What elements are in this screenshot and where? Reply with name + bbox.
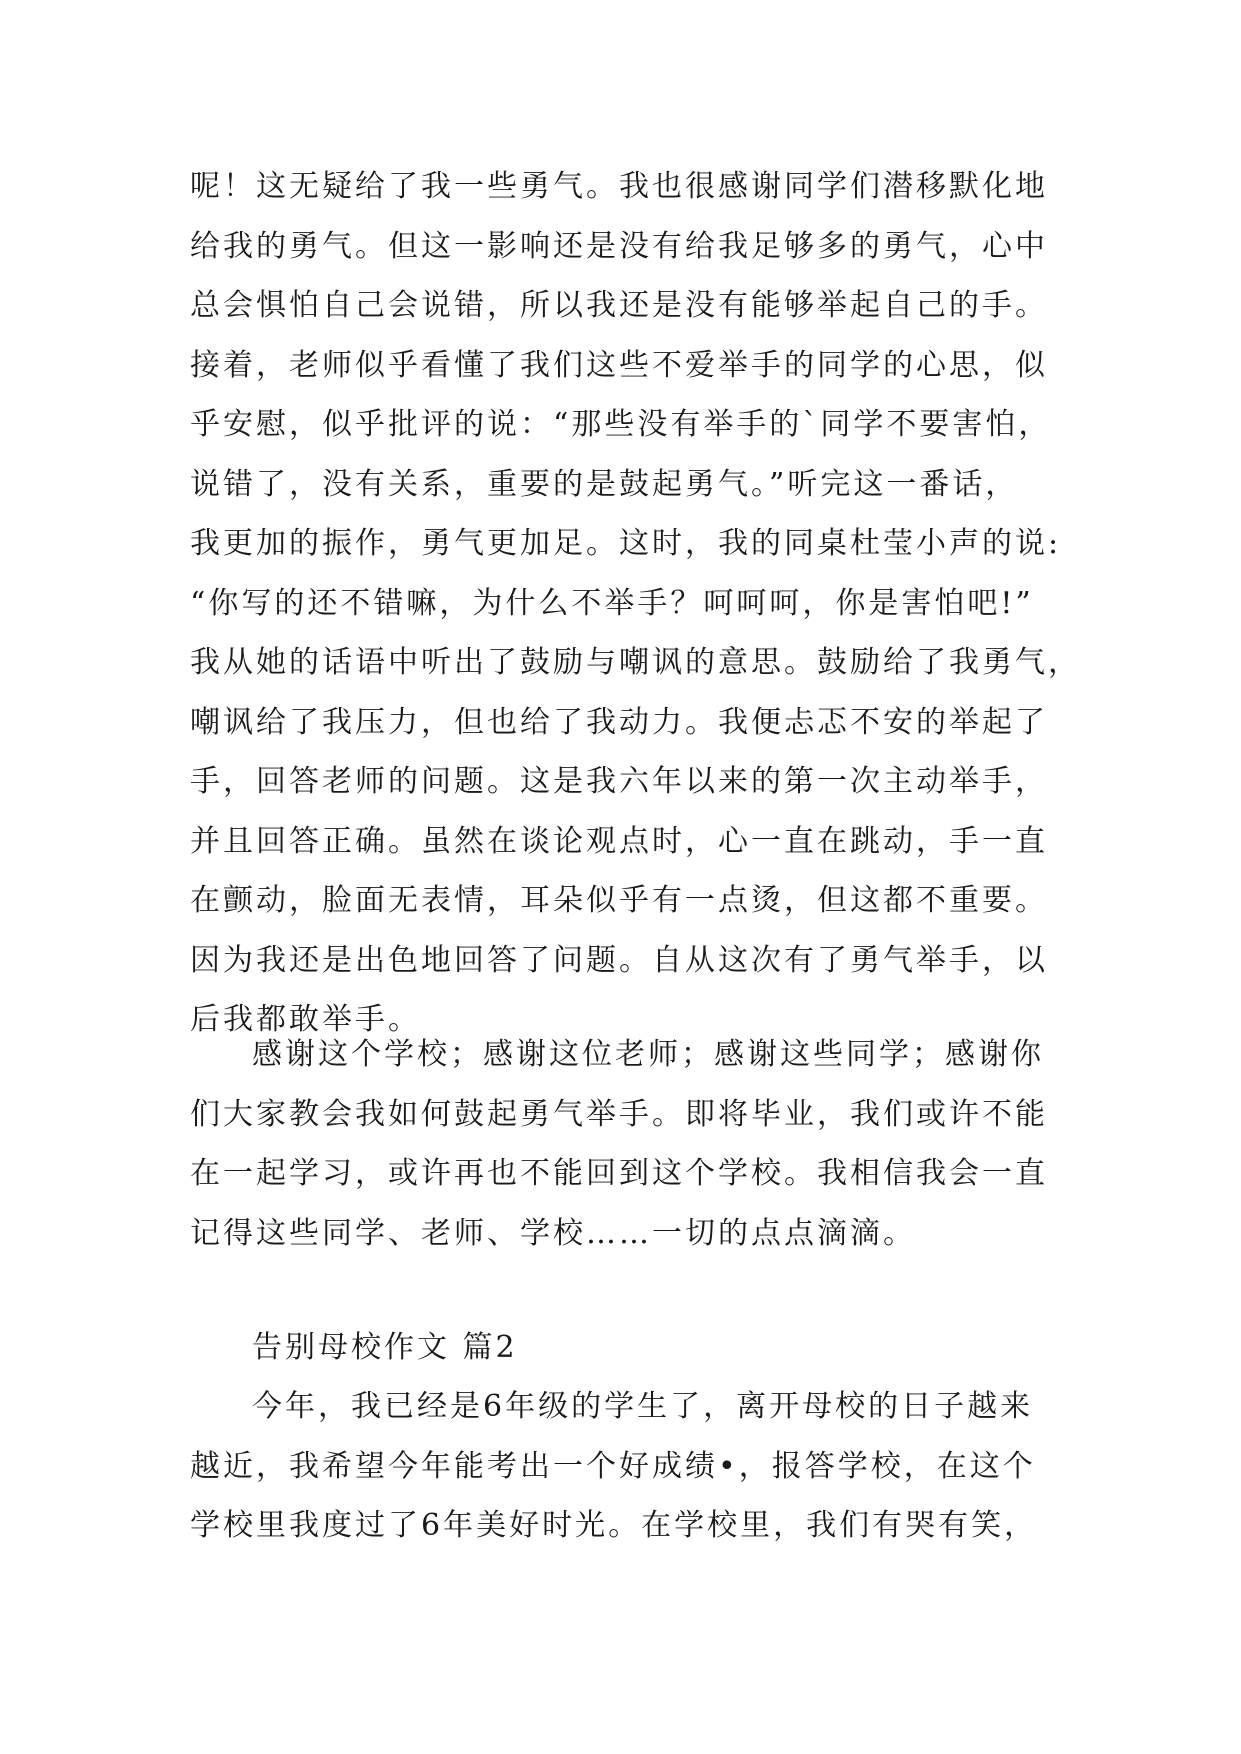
text-line: 我更加的振作，勇气更加足。这时，我的同桌杜莹小声的说:	[190, 526, 1062, 561]
text-line: 给我的勇气。但这一影响还是没有给我足够多的勇气，心中	[190, 228, 1048, 264]
paragraph-continued	[190, 157, 1081, 1050]
text-line: 后我都敢举手。	[190, 1002, 421, 1037]
text-line: 在一起学习，或许再也不能回到这个学校。我相信我会一直	[190, 1156, 1048, 1191]
text-line: 我从她的话语中听出了鼓励与嘲讽的意思。鼓励给了我勇气，	[190, 645, 1081, 680]
text-line: 手，回答老师的问题。这是我六年以来的第一次主动举手，	[190, 764, 1048, 799]
text-line: 在颤动，脸面无表情，耳朵似乎有一点烫，但这都不重要。	[190, 883, 1048, 918]
text-line: 今年，我已经是6年级的学生了，离开母校的日子越来	[252, 1389, 1034, 1424]
text-line: 记得这些同学、老师、学校……一切的点点滴滴。	[190, 1215, 916, 1251]
text-line: 总会惧怕自己会说错，所以我还是没有能够举起自己的手。	[190, 288, 1048, 323]
text-line: 越近，我希望今年能考出一个好成绩•，报答学校，在这个	[190, 1448, 1036, 1484]
text-line: 并且回答正确。虽然在谈论观点时，心一直在跳动，手一直	[190, 823, 1048, 859]
text-line: 嘲讽给了我压力，但也给了我动力。我便忐忑不安的举起了	[190, 704, 1048, 740]
text-line: 学校里我度过了6年美好时光。在学校里，我们有哭有笑，	[190, 1508, 1038, 1543]
text-line: “你写的还不错嘛，为什么不举手？呵呵呵，你是害怕吧!”	[190, 585, 1034, 621]
text-line: 们大家教会我如何鼓起勇气举手。即将毕业，我们或许不能	[190, 1096, 1048, 1132]
text-line: 因为我还是出色地回答了问题。自从这次有了勇气举手，以	[190, 942, 1048, 978]
text-line: 呢！这无疑给了我一些勇气。我也很感谢同学们潜移默化地	[190, 169, 1048, 204]
paragraph-essay2	[190, 1377, 1070, 1556]
text-line: 接着，老师似乎看懂了我们这些不爱举手的同学的心思，似	[190, 347, 1048, 383]
text-line: 乎安慰，似乎批评的说：“那些没有举手的`同学不要害怕，	[190, 407, 1052, 442]
text-line: 感谢这个学校；感谢这位老师；感谢这些同学；感谢你	[252, 1037, 1044, 1072]
text-line: 说错了，没有关系，重要的是鼓起勇气。”听完这一番话，	[190, 466, 1019, 502]
section-heading: 告别母校作文 篇2	[252, 1330, 518, 1365]
paragraph-thanks	[190, 1025, 1070, 1263]
